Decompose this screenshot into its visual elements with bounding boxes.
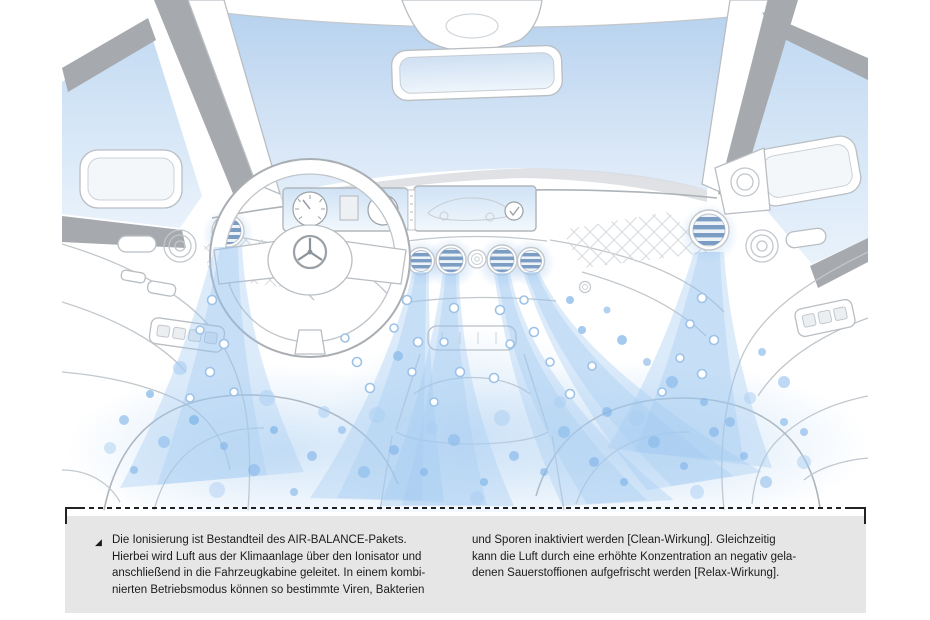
- center-knob: [468, 250, 486, 268]
- center-display: [408, 186, 536, 231]
- note-text-left-column: [112, 532, 464, 598]
- note-corner-right: [849, 507, 866, 524]
- note-line: anschließend in die Fahrzeugkabine geleitet. In einem kombi-: [112, 567, 426, 579]
- rear-view-mirror: [391, 45, 563, 101]
- left-side-mirror: [80, 150, 182, 208]
- note-box: [65, 507, 866, 613]
- note-line: und Sporen inaktiviert werden [Clean-Wirkung]. Gleichzeitig: [472, 534, 776, 546]
- center-vent-4: [517, 248, 545, 275]
- note-dashed-border: [80, 507, 851, 509]
- note-line: Hierbei wird Luft aus der Klimaanlage über den Ionisator und: [112, 550, 422, 563]
- left-door-handle: [118, 236, 156, 252]
- center-vent-3: [487, 245, 517, 275]
- note-line: nierten Betriebsmodus können so bestimmte Viren, Bakterien: [112, 583, 425, 596]
- center-vent-2: [436, 245, 466, 275]
- center-vent-1: [407, 248, 435, 275]
- note-line: kann die Luft durch eine erhöhte Konzentration an negativ gela-: [472, 550, 797, 563]
- cluster-mini-display: [340, 196, 358, 220]
- note-text-right-column: [472, 532, 824, 582]
- car-interior-svg: [62, 0, 868, 512]
- note-corner-left: [65, 507, 82, 524]
- interior-illustration: [62, 0, 868, 512]
- start-button: [580, 282, 591, 293]
- right-vent: [689, 210, 729, 250]
- display-check-icon: [505, 202, 523, 220]
- note-line: denen Sauerstoffionen aufgefrischt werden [Relax-Wirkung].: [472, 567, 780, 579]
- note-line: Die Ionisierung ist Bestandteil des AIR-BALANCE-Pakets.: [112, 534, 407, 546]
- note-marker-icon: ◢: [95, 537, 102, 547]
